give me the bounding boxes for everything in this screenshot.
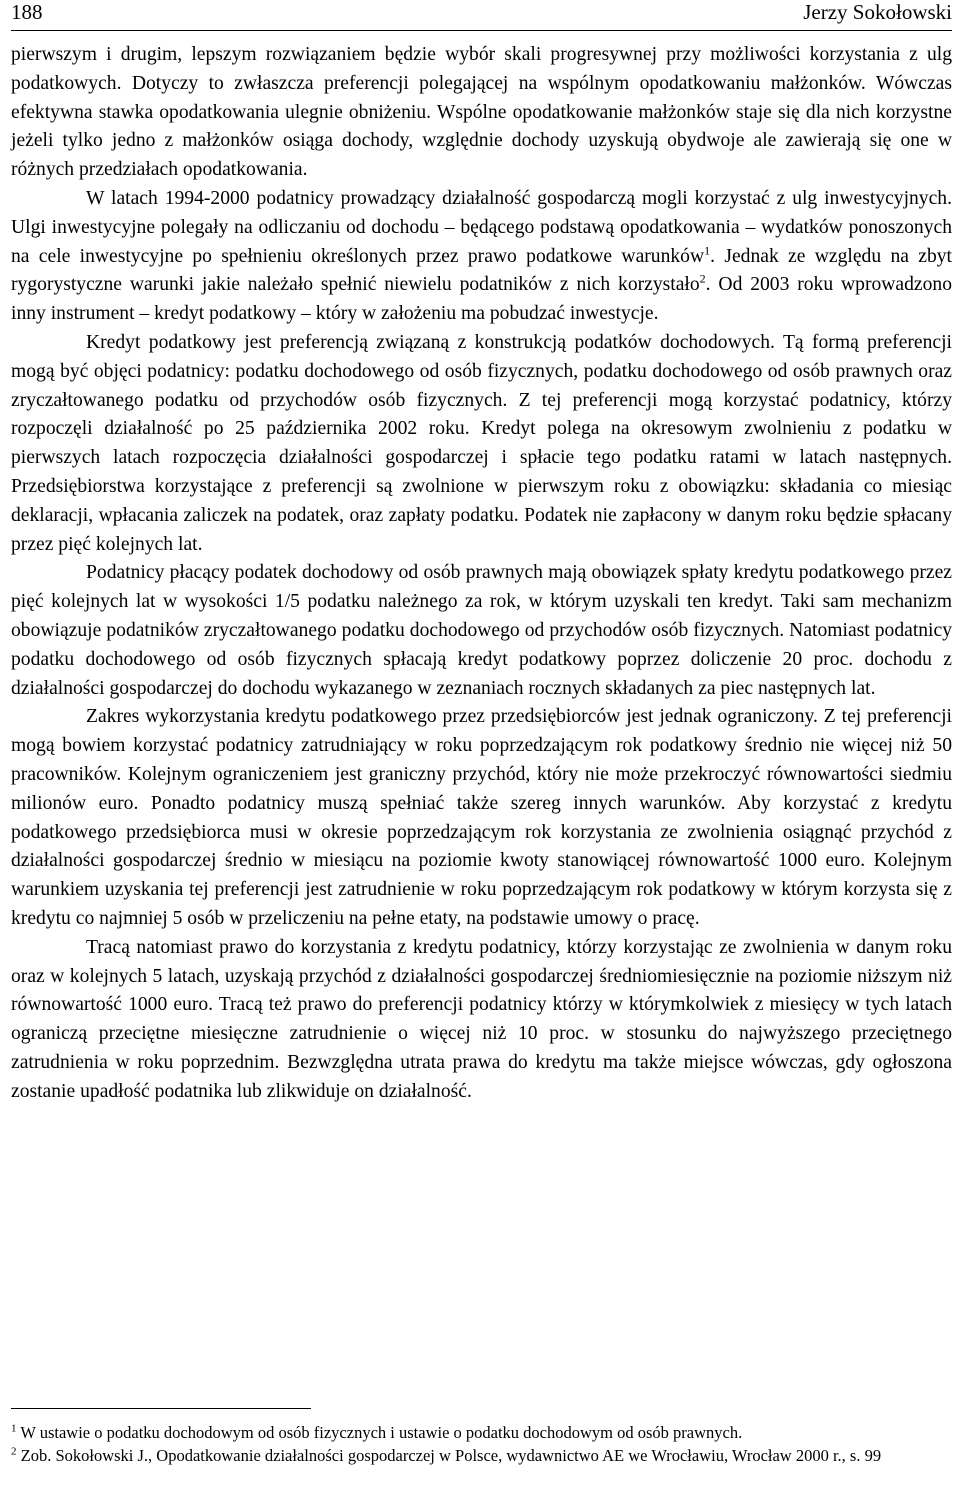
footnotes <box>11 1421 952 1467</box>
footnote-rule <box>11 1408 311 1409</box>
footnote-text: W ustawie o podatku dochodowym od osób fizycznych i ustawie o podatku dochodowym od osób prawnych. <box>16 1423 743 1442</box>
body-text <box>11 41 952 1106</box>
paragraph <box>11 41 952 185</box>
running-head-author: Jerzy Sokołowski <box>803 0 952 24</box>
footnote <box>11 1421 952 1444</box>
running-header <box>11 0 952 30</box>
paragraph-text: pierwszym i drugim, lepszym rozwiązaniem będzie wybór skali progresywnej przy możliwości korzystania z ulg podatkowych. Dotyczy to zwłaszcza preferencji polegającej na wspólnym opodatkowaniu małżonków. Wówczas efektywna stawka opodatkowania ulegnie obniżeniu. Wspólne opodatkowanie małżonków staje się dla nich korzystne jeżeli tylko jedno z małżonków osiąga dochody, względnie dochody uzyskują obydwoje ale zawierają się one w różnych przedziałach opodatkowania. <box>11 44 952 181</box>
footnote-number: 1 <box>11 1422 17 1435</box>
footnote-marker: 2 <box>699 271 706 286</box>
paragraph-text: Tracą natomiast prawo do korzystania z kredytu podatnicy, którzy korzystając ze zwolnienia w danym roku oraz w kolejnych 5 latach, uzyskają przychód z działalności gospodarczej średniomiesięcznie na poziomie niższym niż równowartość 1000 euro. Tracą też prawo do preferencji podatnicy którzy w którymkolwiek z miesięcy w tych latach ograniczą przeciętne miesięczne zatrudnienie o więcej niż 10 proc. w stosunku do najwyższego przeciętnego zatrudnienia w roku poprzednim. Bezwzględna utrata prawa do kredytu ma także miejsce wówczas, gdy ogłoszona zostanie upadłość podatnika lub zlikwiduje on działalność. <box>11 936 952 1102</box>
paragraph-text: . Od 2003 roku wprowadzono inny instrument – kredyt podatkowy – który w założeniu ma pobudzać inwestycje. <box>11 274 952 325</box>
paragraph-text: Podatnicy płacący podatek dochodowy od osób prawnych mają obowiązek spłaty kredytu podatkowego przez pięć kolejnych lat w wysokości 1/5 podatku należnego za rok, w którym uzyskali ten kredyt. Taki sam mechanizm obowiązuje podatników zryczałtowanego podatku dochodowego od przychodów osób fizycznych. Natomiast podatnicy podatku dochodowego od osób fizycznych spłacają kredyt podatkowy poprzez doliczenie 20 proc. dochodu z działalności gospodarczej do dochodu wykazanego w zeznaniach rocznych składanych za piec następnych lat. <box>11 562 952 699</box>
paragraph <box>11 934 952 1107</box>
header-rule <box>11 30 952 31</box>
footnote-text: Zob. Sokołowski J., Opodatkowanie działalności gospodarczej w Polsce, wydawnictwo AE we Wrocławiu, Wrocław 2000 r., s. 99 <box>16 1446 882 1465</box>
footnote <box>11 1444 952 1467</box>
footnote-marker: 1 <box>704 243 711 258</box>
page <box>11 0 952 1465</box>
paragraph-text: W latach 1994-2000 podatnicy prowadzący działalność gospodarczą mogli korzystać z ulg inwestycyjnych. Ulgi inwestycyjne polegały na odliczaniu od dochodu – będącego podstawą opodatkowania – wydatków ponoszonych na cele inwestycyjne po spełnieniu określonych przez prawo podatkowe warunków <box>11 187 952 267</box>
paragraph-text: Zakres wykorzystania kredytu podatkowego przez przedsiębiorców jest jednak ograniczony. Z tej preferencji mogą bowiem korzystać podatnicy zatrudniający w roku poprzedzającym rok podatkowy średnio nie więcej niż 50 pracowników. Kolejnym ograniczeniem jest graniczny przychód, który nie może przekroczyć równowartości siedmiu milionów euro. Ponadto podatnicy muszą spełniać także szereg innych warunków. Aby korzystać z kredytu podatkowego przedsiębiorca musi w okresie poprzedzającym rok korzystania ze zwolnienia osiągnąć przychód z działalności gospodarczej średnio w miesiącu na poziomie kwoty stanowiącej równowartość 1000 euro. Kolejnym warunkiem uzyskania tej preferencji jest zatrudnienie w roku poprzedzającym rok podatkowy w którym korzysta się z kredytu co najmniej 5 osób w przeliczeniu na pełne etaty, na podstawie umowy o pracę. <box>11 706 952 929</box>
paragraph-text: Kredyt podatkowy jest preferencją związaną z konstrukcją podatków dochodowych. Tą formą preferencji mogą być objęci podatnicy: podatku dochodowego od osób fizycznych, podatku dochodowego od osób prawnych oraz zryczałtowanego podatku od przychodów osób fizycznych. Z tej preferencji mogą korzystać podatnicy, którzy rozpoczęli działalność po 25 października 2002 roku. Kredyt polega na okresowym zwolnieniu z podatku w pierwszych latach rozpoczęcia działalności gospodarczej i spłacie tego podatku ratami w latach następnych. Przedsiębiorstwa korzystające z preferencji są zwolnione w pierwszym roku z obowiązku: składania co miesiąc deklaracji, wpłacania zaliczek na podatek, oraz zapłaty podatku. Podatek nie zapłacony w danym roku będzie spłacany przez pięć kolejnych lat. <box>11 331 952 555</box>
paragraph <box>11 185 952 329</box>
footnote-number: 2 <box>11 1445 17 1458</box>
page-number: 188 <box>11 0 43 24</box>
paragraph-text: . Jednak ze względu na zbyt rygorystyczne warunki jakie należało spełnić niewielu podatników z nich korzystało <box>11 245 952 296</box>
paragraph <box>11 559 952 703</box>
paragraph <box>11 329 952 559</box>
paragraph <box>11 703 952 933</box>
